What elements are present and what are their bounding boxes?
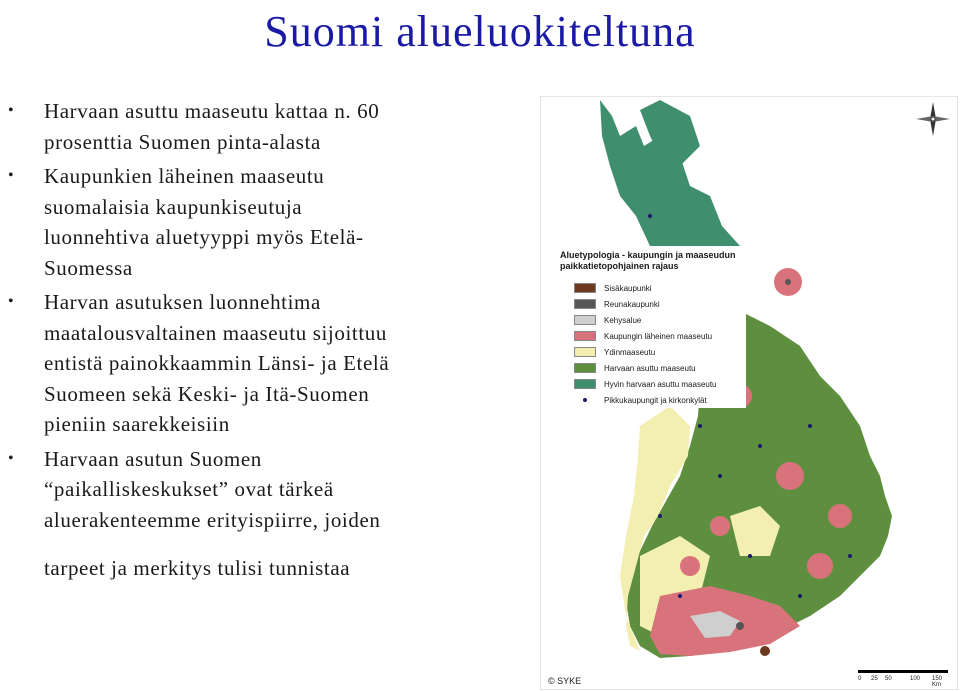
bullet-item xyxy=(0,161,520,283)
bullet-list xyxy=(0,96,520,535)
legend-title: Aluetypologia - kaupungin ja maaseudun paikkatietopohjainen rajaus xyxy=(560,250,736,271)
legend-item xyxy=(574,280,746,296)
scale-label: 50 xyxy=(885,676,892,682)
bullet-icon: • xyxy=(8,293,15,310)
scale-bar xyxy=(858,670,952,686)
legend-item xyxy=(574,312,746,328)
bullet-item xyxy=(0,96,520,157)
legend-swatch xyxy=(574,347,596,357)
scale-label: 100 xyxy=(910,676,921,682)
bullet-text: Harvan asutuksen luonnehtima maatalousvaltainen maaseutu sijoittuu entistä painokkaammin Länsi- ja Etelä Suomeen sekä Keski- ja Itä-Suomen pieniin saarekkeisiin xyxy=(44,290,390,436)
legend-label: Reunakaupunki xyxy=(604,299,660,309)
north-arrow-icon xyxy=(914,100,952,138)
legend-swatch xyxy=(574,331,596,341)
legend-label: Hyvin harvaan asuttu maaseutu xyxy=(604,379,717,389)
legend-label: Ydinmaaseutu xyxy=(604,347,656,357)
bullet-icon: • xyxy=(8,449,15,467)
legend-item xyxy=(574,344,746,360)
bullet-text: Harvaan asutun Suomen “paikalliskeskukset” ovat tärkeä aluerakenteemme erityispiirre, joiden xyxy=(44,446,381,532)
legend-item xyxy=(574,328,746,344)
bullet-item xyxy=(0,444,520,536)
map-legend xyxy=(556,246,746,408)
bullet-icon: • xyxy=(8,167,15,184)
bullet-item xyxy=(0,287,520,440)
bullet-continuation: tarpeet ja merkitys tulisi tunnistaa xyxy=(44,556,351,580)
legend-swatch xyxy=(574,315,596,325)
legend-label: Kaupungin läheinen maaseutu xyxy=(604,331,713,341)
legend-swatch xyxy=(574,283,596,293)
legend-item xyxy=(574,392,746,408)
legend-label: Harvaan asuttu maaseutu xyxy=(604,363,696,373)
scale-label: 25 xyxy=(871,676,878,682)
legend-label: Sisäkaupunki xyxy=(604,283,652,293)
page-title: Suomi alueluokiteltuna xyxy=(264,7,696,56)
legend-label: Pikkukaupungit ja kirkonkylät xyxy=(604,395,707,405)
bullet-icon: • xyxy=(8,102,15,119)
legend-swatch xyxy=(574,379,596,389)
legend-item xyxy=(574,360,746,376)
legend-label: Kehysalue xyxy=(604,315,642,325)
bullet-text: Kaupunkien läheinen maaseutu suomalaisia kaupunkiseutuja luonnehtiva aluetyyppi myös Etelä- Suomessa xyxy=(44,164,364,280)
legend-swatch xyxy=(574,299,596,309)
town-dot-icon xyxy=(574,395,596,405)
bullet-text: Harvaan asuttu maaseutu kattaa n. 60 prosenttia Suomen pinta-alasta xyxy=(44,99,380,154)
legend-item xyxy=(574,376,746,392)
map-credit: © SYKE xyxy=(548,676,582,686)
scale-label: 150 Km xyxy=(932,676,943,688)
scale-label: 0 xyxy=(858,676,862,682)
legend-item xyxy=(574,296,746,312)
legend-swatch xyxy=(574,363,596,373)
